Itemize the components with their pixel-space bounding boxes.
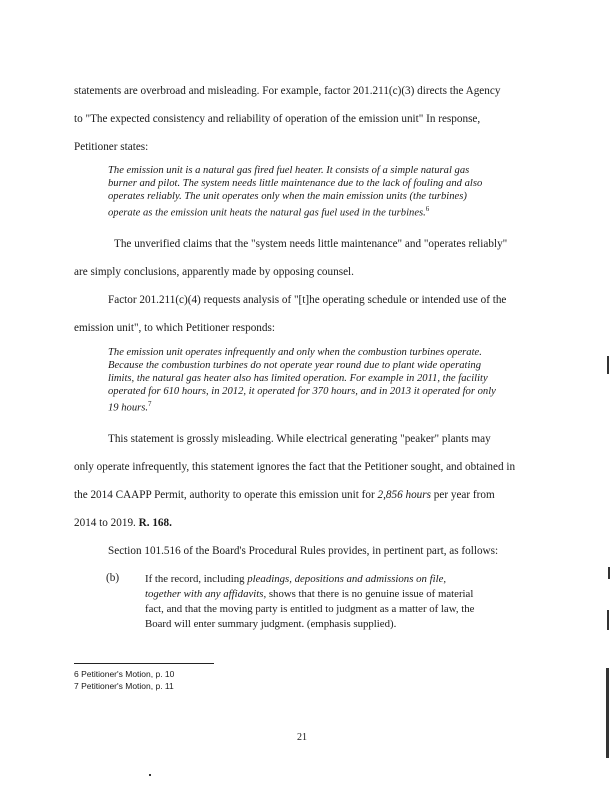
para3-line1: Factor 201.211(c)(4) requests analysis of "[t]he operating schedule or intended use of the <box>108 294 507 306</box>
scan-artifact <box>608 567 610 579</box>
scan-artifact <box>606 668 609 758</box>
para3-line2: emission unit", to which Petitioner responds: <box>74 322 275 334</box>
para4-line3: the 2014 CAAPP Permit, authority to operate this emission unit for 2,856 hours per year from <box>74 489 495 501</box>
block-quote-1 <box>108 164 548 220</box>
scan-artifact <box>607 356 609 374</box>
scan-artifact <box>607 610 609 630</box>
quote2-line5: 19 hours.$^7$ <box>108 400 152 414</box>
rule-quote <box>145 572 535 632</box>
quote1-line4: operate as the emission unit heats the natural gas fuel used in the turbines.$^6$ <box>108 205 430 219</box>
para2-line1: The unverified claims that the "system needs little maintenance" and "operates reliably" <box>114 238 508 250</box>
quote2-line4: operated for 610 hours, in 2012, it operated for 370 hours, and in 2013 it operated for only <box>108 386 496 397</box>
quote2-line1: The emission unit operates infrequently and only when the combustion turbines operate. <box>108 347 482 358</box>
para4-line2: only operate infrequently, this statement ignores the fact that the Petitioner sought, and obtained in <box>74 461 516 473</box>
quote1-line3: operates reliably. The unit operates only when the main emission units (the turbines) <box>108 191 467 202</box>
rule-subsection-number: (b) <box>106 572 120 584</box>
quote1-line1: The emission unit is a natural gas fired fuel heater. It consists of a simple natural gas <box>108 165 470 176</box>
quote2-line2: Because the combustion turbines do not operate year round due to plant wide operating <box>108 360 481 371</box>
para4-line1: This statement is grossly misleading. While electrical generating "peaker" plants may <box>108 433 491 445</box>
para1-line3: Petitioner states: <box>74 141 149 153</box>
footnote-7: 7 Petitioner's Motion, p. 11 <box>74 681 174 691</box>
footnote-6: 6 Petitioner's Motion, p. 10 <box>74 669 175 679</box>
footnote-ref-7: 7 <box>148 400 152 408</box>
para4-line4: 2014 to 2019. R. 168. <box>74 517 172 529</box>
emphasis-hours: 2,856 hours <box>377 489 431 501</box>
quote1-line2: burner and pilot. The system needs little maintenance due to the lack of fouling and also <box>108 178 483 189</box>
para5-line1: Section 101.516 of the Board's Procedural Rules provides, in pertinent part, as follows: <box>108 545 499 557</box>
rule-line1: If the record, including pleadings, depositions and admissions on file, <box>145 573 447 585</box>
rule-line4: Board will enter summary judgment. (emphasis supplied). <box>145 618 397 630</box>
quote2-line3: limits, the natural gas heater also has limited operation. For example in 2011, the facility <box>108 373 488 384</box>
footnote-divider <box>74 663 214 664</box>
footnote-ref-6: 6 <box>425 205 430 213</box>
para1-line1: statements are overbroad and misleading. For example, factor 201.211(c)(3) directs the Agency <box>74 85 501 97</box>
rule-line2: together with any affidavits, shows that there is no genuine issue of material <box>145 588 474 600</box>
para1-line2: to "The expected consistency and reliability of operation of the emission unit" In response, <box>74 113 481 125</box>
record-citation: R. 168. <box>138 517 172 529</box>
para2-line2: are simply conclusions, apparently made by opposing counsel. <box>74 266 354 278</box>
page-number: 21 <box>297 732 307 743</box>
scan-artifact <box>149 774 151 776</box>
block-quote-2 <box>108 346 548 415</box>
rule-line3: fact, and that the moving party is entitled to judgment as a matter of law, the <box>145 603 475 615</box>
